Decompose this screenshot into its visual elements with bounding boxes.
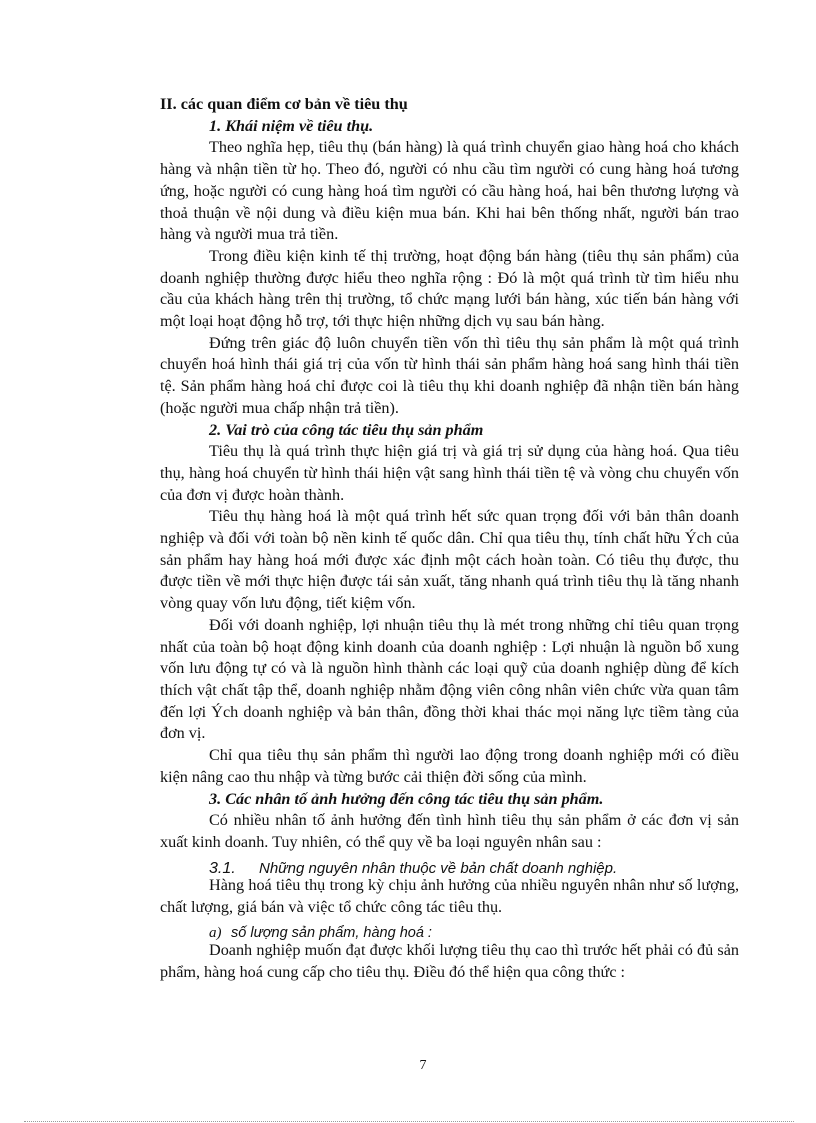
page-number: 7: [419, 1058, 427, 1073]
subsection-title: Những nguyên nhân thuộc về bản chất doanh nghiệp.: [259, 859, 618, 877]
paragraph: Theo nghĩa hẹp, tiêu thụ (bán hàng) là quá trình chuyển giao hàng hoá cho khách hàng và nhận tiền từ họ. Theo đó, người có nhu cầu tìm người có cung hàng hoá tương ứng, hoặc người có cung hàng hoá tìm người có cầu hàng hoá, hai bên thương lượng và thoả thuận về nội dung và điều kiện mua bán. Khi hai bên thống nhất, người bán trao hàng và người mua trả tiền.: [160, 138, 739, 244]
subsection-3-1: [160, 854, 739, 876]
paragraph: Tiêu thụ hàng hoá là một quá trình hết sức quan trọng đối với bản thân doanh nghiệp và đối với toàn bộ nền kinh tế quốc dân. Chỉ qua tiêu thụ, tính chất hữu Ých của sản phẩm hay hàng hoá mới được xác định một cách hoàn toàn. Có tiêu thụ được, thu được tiền về mới thực hiện được tái sản xuất, tăng nhanh quá trình tiêu thụ là tăng nhanh vòng quay vốn lưu động, tiết kiệm vốn.: [160, 507, 739, 613]
section-title: II. các quan điểm cơ bản về tiêu thụ: [160, 95, 408, 113]
paragraph: Đứng trên giác độ luôn chuyển tiền vốn thì tiêu thụ sản phẩm là một quá trình chuyển hoá hình thái giá trị của vốn từ hình thái sản phẩm hàng hoá sang hình thái tiền tệ. Sản phẩm hàng hoá chỉ được coi là tiêu thụ khi doanh nghiệp đã nhận tiền bán hàng (hoặc người mua chấp nhận trả tiền).: [160, 333, 739, 417]
paragraph: Trong điều kiện kinh tế thị trường, hoạt động bán hàng (tiêu thụ sản phẩm) của doanh nghiệp thường được hiểu theo nghĩa rộng : Đó là một quá trình từ tìm hiểu nhu cầu của khách hàng trên thị trường, tổ chức mạng lưới bán hàng, xúc tiến bán hàng với một loại hoạt động hỗ trợ, tới thực hiện những dịch vụ sau bán hàng.: [160, 246, 739, 331]
subsection-number: 3.1.: [209, 859, 236, 877]
subheading-concept: 1. Khái niệm về tiêu thụ.: [209, 116, 374, 135]
paragraph: Tiêu thụ là quá trình thực hiện giá trị và giá trị sử dụng của hàng hoá. Qua tiêu thụ, hàng hoá chuyển từ hình thái hiện vật sang hình thái tiền tệ và vòng chu chuyển vốn của đơn vị được hoàn thành.: [160, 442, 739, 504]
paragraph: Có nhiều nhân tố ảnh hưởng đến tình hình tiêu thụ sản phẩm ở các đơn vị sản xuất kinh doanh. Tuy nhiên, có thể quy về ba loại nguyên nhân sau :: [160, 811, 739, 851]
subsection-letter: a): [209, 924, 222, 941]
paragraph: Chỉ qua tiêu thụ sản phẩm thì người lao động trong doanh nghiệp mới có điều kiện nâng cao thu nhập và từng bước cải thiện đời sống của mình.: [160, 746, 739, 786]
page-content: [160, 94, 739, 984]
page-break-divider: [24, 1121, 794, 1122]
paragraph: Hàng hoá tiêu thụ trong kỳ chịu ảnh hưởng của nhiều nguyên nhân như số lượng, chất lượng, giá bán và việc tổ chức công tác tiêu thụ.: [160, 876, 739, 916]
subsection-title: số lượng sản phẩm, hàng hoá :: [231, 924, 432, 941]
paragraph: Doanh nghiệp muốn đạt được khối lượng tiêu thụ cao thì trước hết phải có đủ sản phẩm, hàng hoá cung cấp cho tiêu thụ. Điều đó thể hiện qua công thức :: [160, 941, 739, 982]
subheading-factors: 3. Các nhân tố ảnh hưởng đến công tác tiêu thụ sản phẩm.: [209, 789, 604, 808]
subheading-role: 2. Vai trò của công tác tiêu thụ sản phẩm: [209, 420, 484, 439]
subsection-a: [160, 919, 739, 941]
paragraph: Đối với doanh nghiệp, lợi nhuận tiêu thụ là mét trong những chỉ tiêu quan trọng nhất của toàn bộ hoạt động kinh doanh của doanh nghiệp : Lợi nhuận là nguồn bổ xung vốn lưu động tự có và là nguồn hình thành các loại quỹ của doanh nghiệp dùng để kích thích vật chất tập thể, doanh nghiệp nhằm động viên công nhân viên chức vừa quan tâm đến lợi Ých doanh nghiệp và bản thân, đồng thời khai thác mọi năng lực tiềm tàng của đơn vị.: [160, 615, 739, 743]
